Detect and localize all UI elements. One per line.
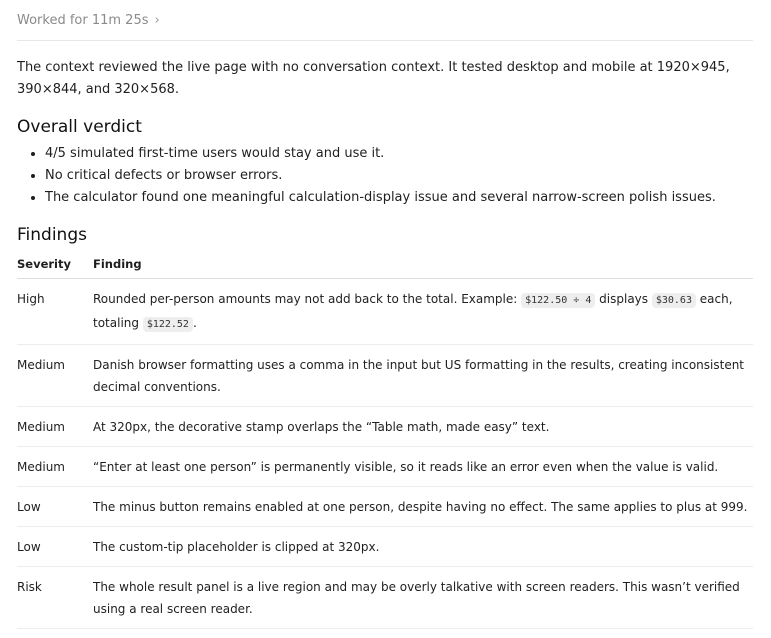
finding-text: each, totaling	[93, 292, 733, 330]
verdict-list	[17, 143, 753, 209]
intro-paragraph: The context reviewed the live page with no conversation context. It tested desktop and mobile at 1920×945, 390×844, and 320×568.	[17, 60, 730, 97]
table-header-row	[17, 251, 753, 279]
list-item: • No critical defects or browser errors.	[45, 165, 753, 187]
severity-cell: Medium	[17, 447, 93, 487]
table-row	[17, 527, 753, 567]
findings-heading: Findings	[17, 225, 87, 245]
finding-cell: “Enter at least one person” is permanently visible, so it reads like an error even when the value is valid.	[93, 447, 753, 487]
finding-cell: At 320px, the decorative stamp overlaps the “Table math, made easy” text.	[93, 407, 753, 447]
worked-label: Worked for 11m 25s	[17, 12, 149, 28]
finding-text: .	[192, 316, 197, 330]
severity-cell: Risk	[17, 567, 93, 629]
table-row	[17, 487, 753, 527]
finding-text: displays	[595, 292, 652, 306]
message-container	[17, 0, 753, 629]
inline-code: $122.50 ÷ 4	[521, 293, 595, 308]
findings-table	[17, 251, 753, 629]
severity-cell: High	[17, 279, 93, 345]
table-row	[17, 279, 753, 345]
finding-cell: Danish browser formatting uses a comma in the input but US formatting in the results, creating inconsistent decimal conventions.	[93, 345, 753, 407]
list-item: • The calculator found one meaningful calculation-display issue and several narrow-screen polish issues.	[45, 187, 753, 209]
worked-summary-toggle[interactable]	[17, 0, 753, 41]
finding-cell: The custom-tip placeholder is clipped at 320px.	[93, 527, 753, 567]
table-row	[17, 345, 753, 407]
finding-cell	[93, 279, 753, 345]
finding-cell: The whole result panel is a live region and may be overly talkative with screen readers. This wasn’t verified using a real screen reader.	[93, 567, 753, 629]
finding-text: Rounded per-person amounts may not add back to the total. Example:	[93, 292, 522, 306]
column-header-finding: Finding	[93, 251, 753, 279]
severity-cell: Medium	[17, 345, 93, 407]
inline-code: $30.63	[652, 293, 696, 308]
severity-cell: Medium	[17, 407, 93, 447]
verdict-heading: Overall verdict	[17, 117, 142, 137]
list-item: • 4/5 simulated first-time users would stay and use it.	[45, 143, 753, 165]
inline-code: $122.52	[143, 317, 193, 332]
table-row	[17, 447, 753, 487]
table-row	[17, 407, 753, 447]
chevron-right-icon: ›	[154, 12, 160, 28]
table-row	[17, 567, 753, 629]
severity-cell: Low	[17, 487, 93, 527]
column-header-severity: Severity	[17, 251, 93, 279]
finding-cell: The minus button remains enabled at one person, despite having no effect. The same applies to plus at 999.	[93, 487, 753, 527]
severity-cell: Low	[17, 527, 93, 567]
